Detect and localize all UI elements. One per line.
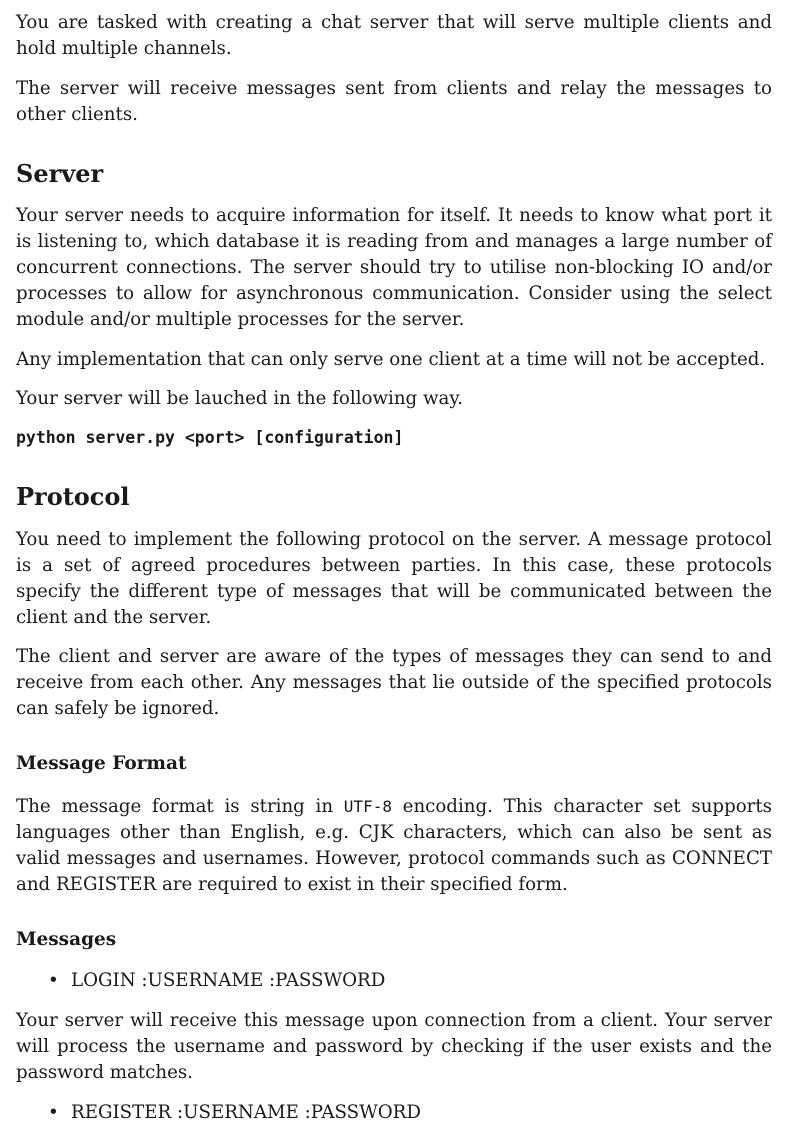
message-format-text-before: The message format is string in [16,796,344,817]
login-command: LOGIN :USERNAME :PASSWORD [71,970,386,991]
register-command: REGISTER :USERNAME :PASSWORD [71,1102,421,1123]
protocol-paragraph-2: The client and server are aware of the types of messages they can send to and receive from each other. Any messages that lie outside of the specified protocols can safely be ignored. [16,646,772,719]
server-paragraph-2: Any implementation that can only serve one client at a time will not be accepted. [16,349,766,370]
protocol-paragraph-1: You need to implement the following protocol on the server. A message protocol is a set of agreed procedures between parties. In this case, these protocols specify the different type of messages that will be communicated between the client and the server. [16,529,772,628]
bullet-icon: • [48,970,59,991]
encoding-code: UTF-8 [343,797,392,816]
message-format-heading: Message Format [16,753,187,774]
message-format-text-after: encoding. This character set supports languages other than English, e.g. CJK characters, which can also be sent as valid messages and usernames. However, protocol commands such as CONNECT and REGISTER are required to exist in their specified form. [16,796,773,895]
list-item-login [16,968,385,994]
login-description: Your server will receive this message upon connection from a client. Your server will process the username and password by checking if the user exists and the password matches. [16,1010,772,1083]
intro-paragraph-1: You are tasked with creating a chat server that will serve multiple clients and hold multiple channels. [16,12,772,59]
message-format-paragraph [16,794,772,898]
list-item-register [16,1100,421,1126]
bullet-icon: • [48,1102,59,1123]
intro-paragraph-2: The server will receive messages sent from clients and relay the messages to other clients. [16,78,772,125]
messages-heading: Messages [16,929,117,950]
server-paragraph-1: Your server needs to acquire information for itself. It needs to know what port it is listening to, which database it is reading from and manages a large number of concurrent connections. The server should try to utilise non-blocking IO and/or processes to allow for asynchronous communication. Consider using the select module and/or multiple processes for the server. [16,205,772,330]
launch-command-code: python server.py <port> [configuration] [16,428,404,447]
protocol-heading: Protocol [16,482,130,511]
server-paragraph-3: Your server will be lauched in the following way. [16,388,464,409]
server-heading: Server [16,159,104,188]
